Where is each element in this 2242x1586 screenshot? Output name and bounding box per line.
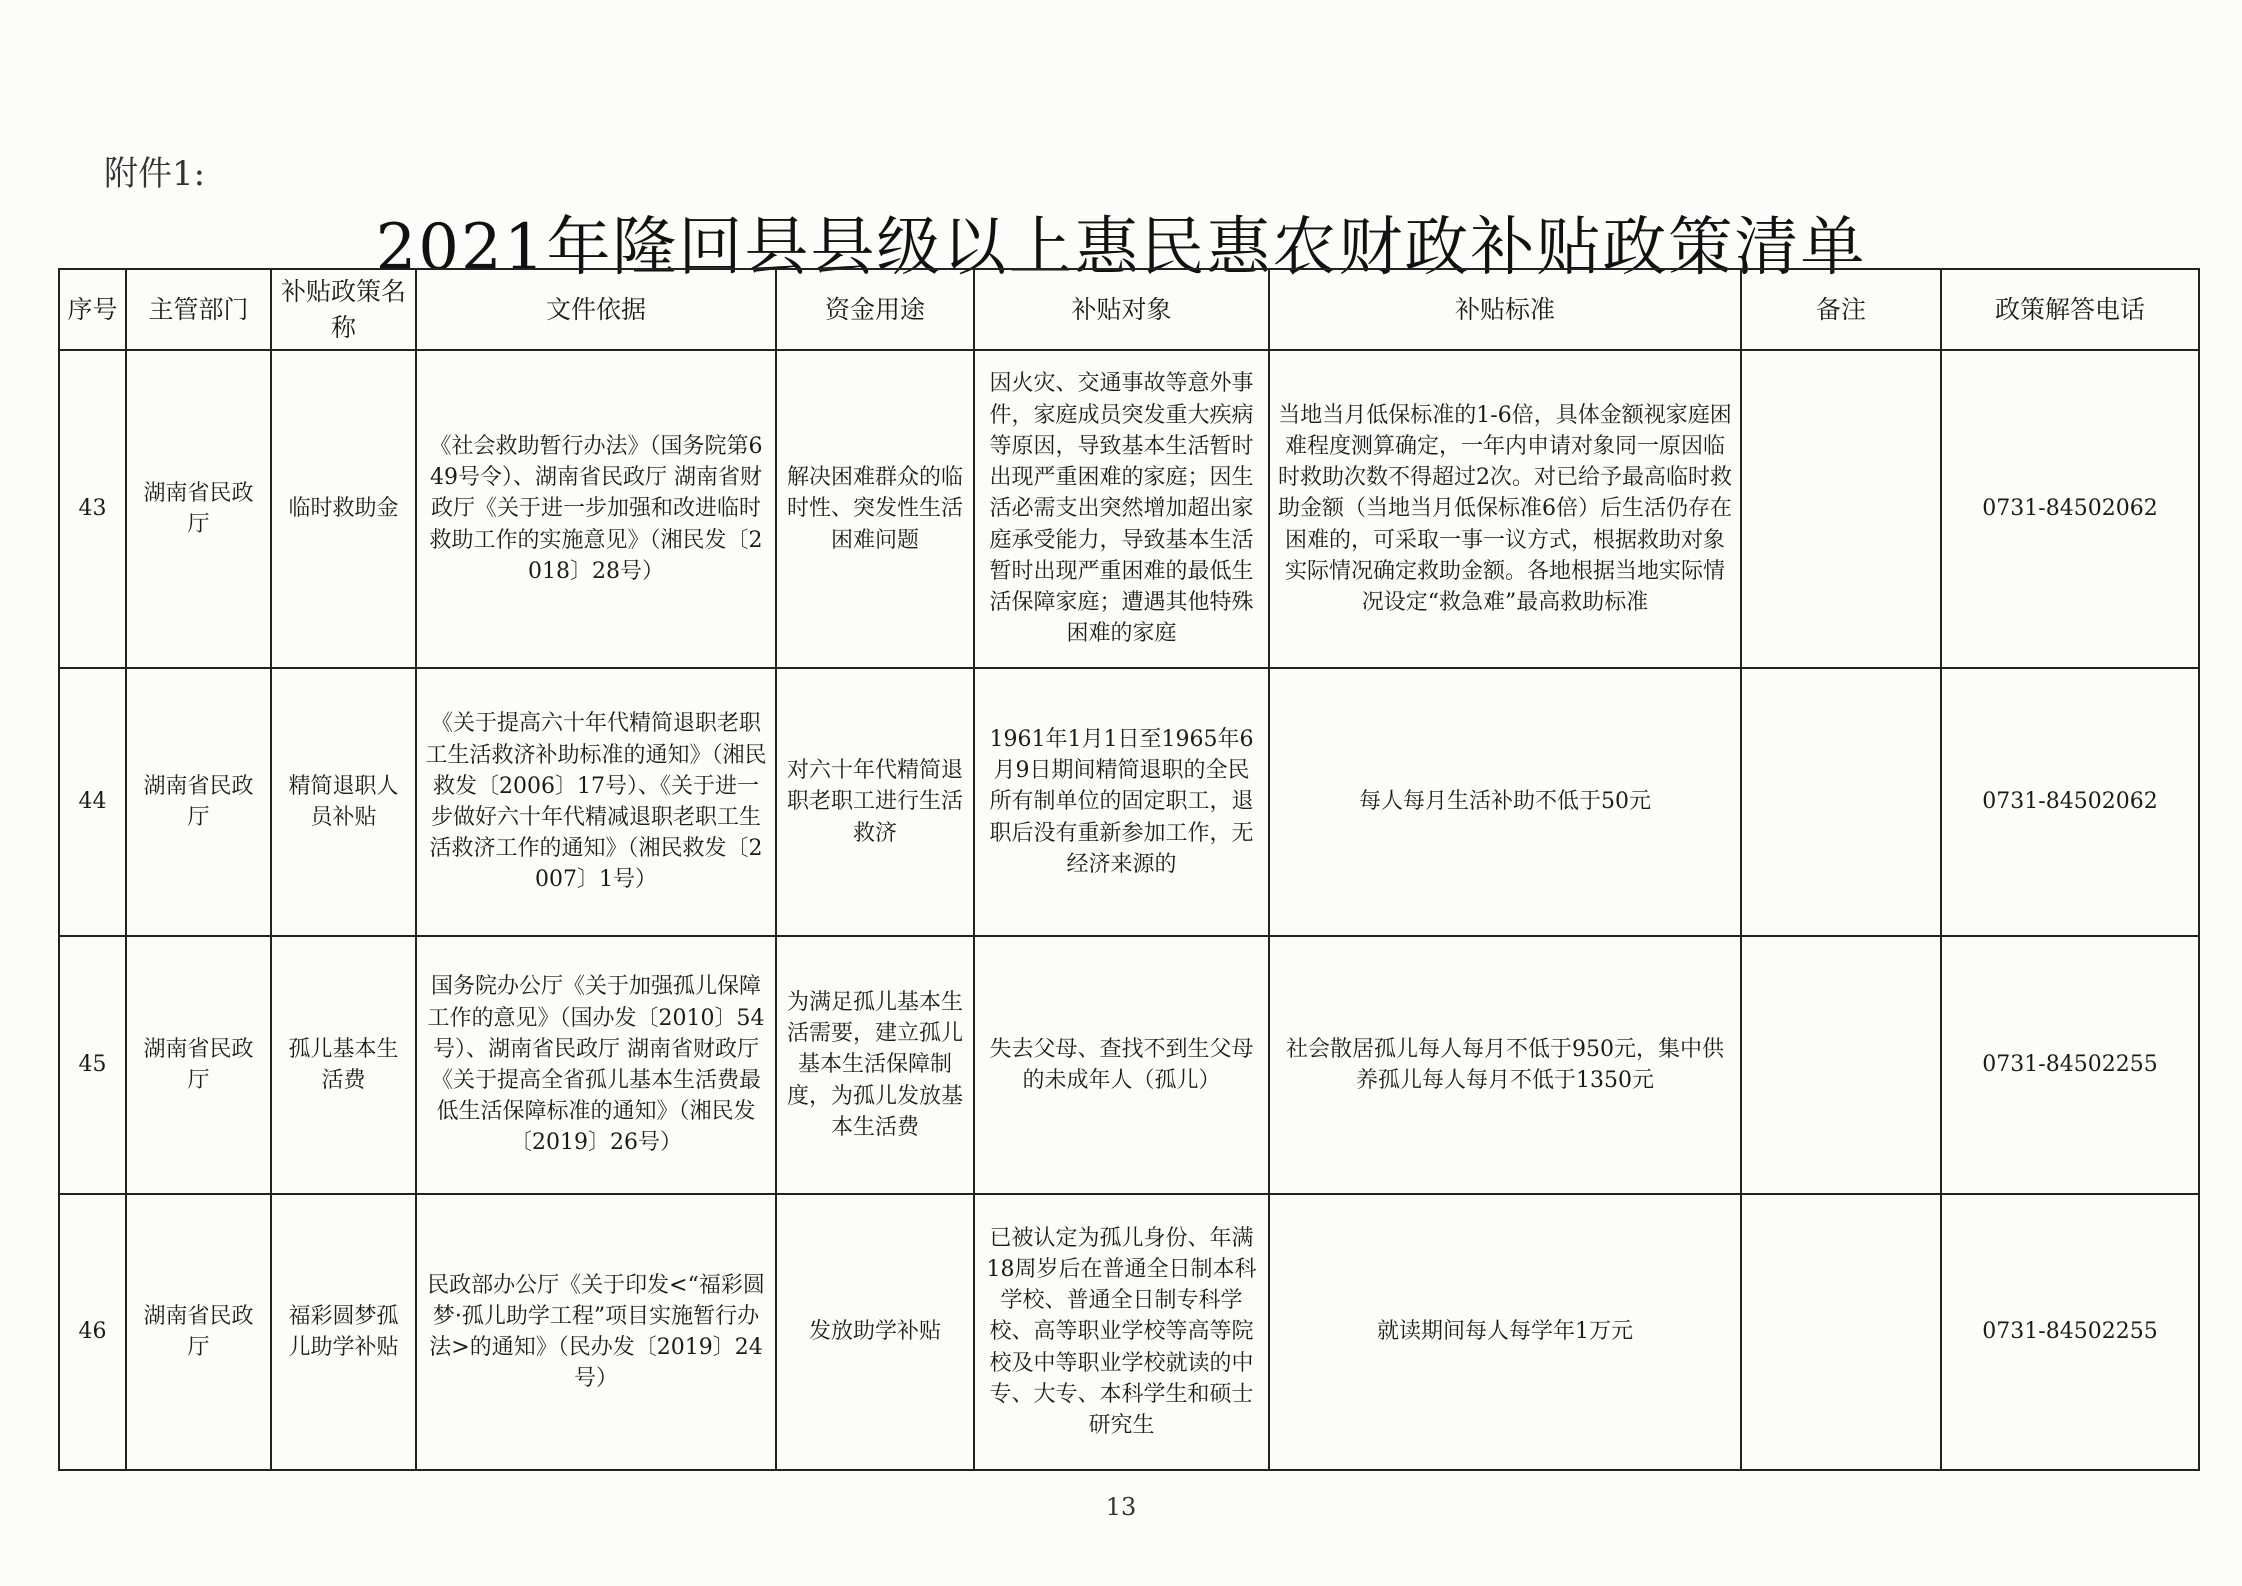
cell-phone: 0731-84502062 [1941,350,2199,668]
cell-name: 福彩圆梦孤儿助学补贴 [271,1194,416,1470]
cell-basis: 民政部办公厅《关于印发<“福彩圆梦·孤儿助学工程”项目实施暂行办法>的通知》（民办发〔2019〕24号） [416,1194,776,1470]
header-basis: 文件依据 [416,269,776,350]
cell-phone: 0731-84502062 [1941,668,2199,936]
cell-usage: 解决困难群众的临时性、突发性生活困难问题 [776,350,974,668]
cell-seq: 46 [59,1194,126,1470]
header-standard: 补贴标准 [1269,269,1741,350]
header-dept: 主管部门 [126,269,271,350]
cell-basis: 《关于提高六十年代精简退职老职工生活救济补助标准的通知》（湘民救发〔2006〕17号）、《关于进一步做好六十年代精减退职老职工生活救济工作的通知》（湘民救发〔2007〕1号） [416,668,776,936]
cell-phone: 0731-84502255 [1941,936,2199,1194]
cell-target: 已被认定为孤儿身份、年满18周岁后在普通全日制本科学校、普通全日制专科学校、高等职业学校等高等院校及中等职业学校就读的中专、大专、本科学生和硕士研究生 [974,1194,1269,1470]
header-usage: 资金用途 [776,269,974,350]
policy-table [58,268,2200,1471]
cell-remark [1741,936,1941,1194]
attachment-label: 附件1: [104,154,206,194]
cell-standard: 当地当月低保标准的1-6倍，具体金额视家庭困难程度测算确定，一年内申请对象同一原因临时救助次数不得超过2次。对已给予最高临时救助金额（当地当月低保标准6倍）后生活仍存在困难的，可采取一事一议方式，根据救助对象实际情况确定救助金额。各地根据当地实际情况设定“救急难”最高救助标准 [1269,350,1741,668]
cell-usage: 发放助学补贴 [776,1194,974,1470]
cell-usage: 为满足孤儿基本生活需要，建立孤儿基本生活保障制度，为孤儿发放基本生活费 [776,936,974,1194]
cell-standard: 社会散居孤儿每人每月不低于950元，集中供养孤儿每人每月不低于1350元 [1269,936,1741,1194]
cell-standard: 就读期间每人每学年1万元 [1269,1194,1741,1470]
header-phone: 政策解答电话 [1941,269,2199,350]
cell-seq: 45 [59,936,126,1194]
page-number: 13 [1105,1493,1137,1521]
cell-name: 临时救助金 [271,350,416,668]
cell-basis: 国务院办公厅《关于加强孤儿保障工作的意见》（国办发〔2010〕54号）、湖南省民政厅 湖南省财政厅《关于提高全省孤儿基本生活费最低生活保障标准的通知》（湘民发〔2019〕26号） [416,936,776,1194]
cell-seq: 44 [59,668,126,936]
cell-name: 精简退职人员补贴 [271,668,416,936]
table-row [59,350,2199,668]
header-remark: 备注 [1741,269,1941,350]
cell-dept: 湖南省民政厅 [126,350,271,668]
cell-usage: 对六十年代精简退职老职工进行生活救济 [776,668,974,936]
header-target: 补贴对象 [974,269,1269,350]
header-seq: 序号 [59,269,126,350]
cell-remark [1741,1194,1941,1470]
cell-dept: 湖南省民政厅 [126,668,271,936]
cell-dept: 湖南省民政厅 [126,1194,271,1470]
cell-name: 孤儿基本生活费 [271,936,416,1194]
header-name: 补贴政策名称 [271,269,416,350]
cell-remark [1741,350,1941,668]
cell-target: 1961年1月1日至1965年6月9日期间精简退职的全民所有制单位的固定职工，退职后没有重新参加工作，无经济来源的 [974,668,1269,936]
cell-seq: 43 [59,350,126,668]
document-title: 2021年隆回县县级以上惠民惠农财政补贴政策清单 [375,211,1867,285]
table-row [59,668,2199,936]
cell-basis: 《社会救助暂行办法》（国务院第649号令）、湖南省民政厅 湖南省财政厅《关于进一步加强和改进临时救助工作的实施意见》（湘民发〔2018〕28号） [416,350,776,668]
cell-target: 因火灾、交通事故等意外事件，家庭成员突发重大疾病等原因，导致基本生活暂时出现严重困难的家庭；因生活必需支出突然增加超出家庭承受能力，导致基本生活暂时出现严重困难的最低生活保障家庭；遭遇其他特殊困难的家庭 [974,350,1269,668]
cell-dept: 湖南省民政厅 [126,936,271,1194]
table-header-row [59,269,2199,350]
cell-remark [1741,668,1941,936]
cell-phone: 0731-84502255 [1941,1194,2199,1470]
cell-standard: 每人每月生活补助不低于50元 [1269,668,1741,936]
cell-target: 失去父母、查找不到生父母的未成年人（孤儿） [974,936,1269,1194]
table-row [59,936,2199,1194]
table-row [59,1194,2199,1470]
